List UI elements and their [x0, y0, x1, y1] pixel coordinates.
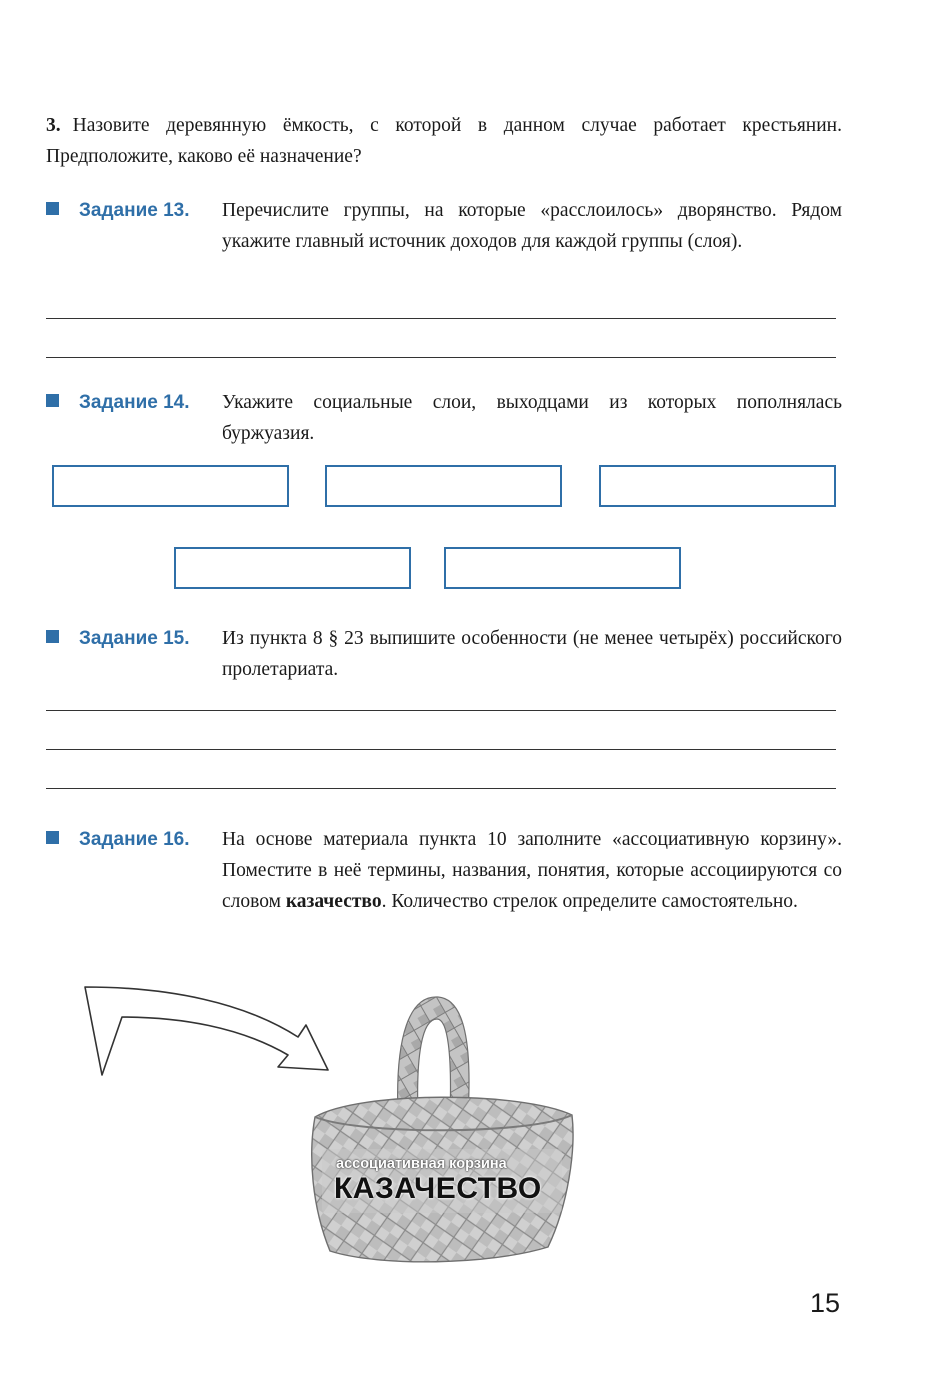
answer-line[interactable]: [46, 318, 836, 319]
task-13: [46, 195, 842, 257]
basket-caption: ассоциативная корзина: [336, 1156, 507, 1172]
task-16-keyword: казачество: [285, 891, 382, 912]
answer-line[interactable]: [46, 749, 836, 750]
square-bullet-icon: [46, 831, 59, 844]
task-13-text: Перечислите группы, на которые «расслоилось» дворянство. Рядом укажите главный источник доходов для каждой группы (слоя).: [222, 200, 842, 252]
task-14-label-text: Задание 14.: [79, 392, 190, 413]
answer-line[interactable]: [46, 788, 836, 789]
answer-box[interactable]: [444, 547, 681, 589]
task-16: [46, 824, 842, 917]
task-14: [46, 387, 842, 449]
answer-box[interactable]: [325, 465, 562, 507]
task-13-label: [46, 195, 222, 226]
question-number: 3.: [46, 115, 61, 136]
answer-line[interactable]: [46, 357, 836, 358]
square-bullet-icon: [46, 630, 59, 643]
answer-box[interactable]: [52, 465, 289, 507]
task-13-label-text: Задание 13.: [79, 200, 190, 221]
task-14-label: [46, 387, 222, 418]
task-14-text: Укажите социальные слои, выходцами из которых пополнялась буржуазия.: [222, 392, 842, 444]
answer-box[interactable]: [599, 465, 836, 507]
square-bullet-icon: [46, 202, 59, 215]
answer-box[interactable]: [174, 547, 411, 589]
task-15-label-text: Задание 15.: [79, 628, 190, 649]
basket-title: КАЗАЧЕСТВО: [334, 1172, 542, 1205]
task-16-label: [46, 824, 222, 855]
task-16-text-end: . Количество стрелок определите самостоятельно.: [381, 891, 798, 912]
task-15: [46, 623, 842, 685]
question-3: [46, 110, 842, 172]
task-16-label-text: Задание 16.: [79, 829, 190, 850]
task-16-text: [222, 824, 842, 917]
task-16-text-start: На основе материала пункта 10 заполните «ассоциативную корзину». Поместите в неё термины, названия, понятия, которые ассоциируются со словом: [222, 829, 842, 912]
basket-illustration: [60, 975, 620, 1275]
page-number: 15: [810, 1288, 841, 1318]
task-15-label: [46, 623, 222, 654]
square-bullet-icon: [46, 394, 59, 407]
answer-line[interactable]: [46, 710, 836, 711]
task-15-text: Из пункта 8 § 23 выпишите особенности (не менее четырёх) российского пролетариата.: [222, 628, 842, 680]
arrow-icon: [85, 987, 328, 1075]
association-basket: [60, 975, 620, 1275]
question-text: Назовите деревянную ёмкость, с которой в данном случае работает крестьянин. Предположите, каково её назначение?: [46, 115, 842, 167]
